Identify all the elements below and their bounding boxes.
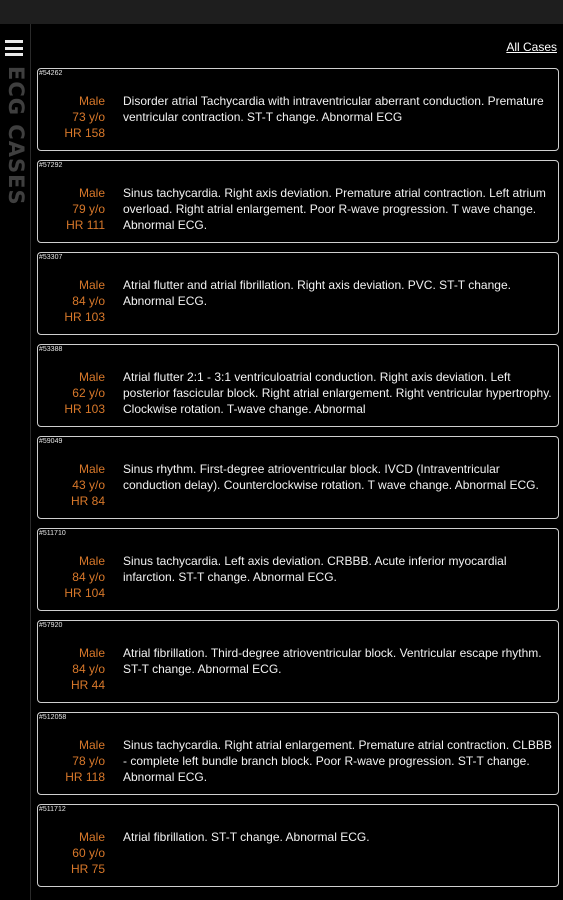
patient-demographics: [38, 93, 105, 141]
heart-rate: HR 44: [70, 678, 105, 692]
all-cases-link[interactable]: All Cases: [506, 40, 557, 54]
case-id: #57920: [39, 622, 63, 629]
case-diagnosis: Atrial flutter and atrial fibrillation. Right axis deviation. PVC. ST-T change. Abnormal ECG.: [123, 278, 511, 308]
case-id: #54262: [39, 70, 63, 77]
case-diagnosis: Sinus tachycardia. Right axis deviation. Premature atrial contraction. Left atrium overload. Right atrial enlargement. Poor R-wave progression. T wave change. Abnormal ECG.: [123, 186, 546, 232]
case-card[interactable]: [37, 712, 559, 795]
patient-demographics: [38, 461, 105, 509]
case-list: [37, 68, 559, 896]
sidebar-title: ECG CASES: [4, 66, 28, 206]
patient-age: 78 y/o: [72, 754, 105, 768]
case-diagnosis: Atrial fibrillation. Third-degree atrioventricular block. Ventricular escape rhythm. ST-T change. Abnormal ECG.: [123, 646, 542, 676]
heart-rate: HR 75: [70, 862, 105, 876]
menu-icon-bar: [5, 53, 23, 56]
case-diagnosis: Sinus tachycardia. Right atrial enlargement. Premature atrial contraction. CLBBB - complete left bundle branch block. Poor R-wave progression. ST-T change. Abnormal ECG.: [123, 738, 552, 784]
case-card[interactable]: [37, 252, 559, 335]
patient-demographics: [38, 277, 105, 325]
heart-rate: HR 103: [64, 402, 105, 416]
patient-demographics: [38, 829, 105, 877]
menu-icon-bar: [5, 47, 23, 50]
patient-sex: Male: [78, 186, 105, 200]
sidebar: [0, 24, 30, 900]
case-id: #59049: [39, 438, 63, 445]
patient-demographics: [38, 737, 105, 785]
case-diagnosis: Atrial flutter 2:1 - 3:1 ventriculoatrial conduction. Right axis deviation. Left posterior fascicular block. Right atrial enlargement. Right ventricular hypertrophy. Clockwise rotation. T-wave change. Abnormal: [123, 370, 552, 416]
patient-age: 73 y/o: [72, 110, 105, 124]
patient-demographics: [38, 369, 105, 417]
case-card[interactable]: [37, 804, 559, 887]
patient-age: 62 y/o: [72, 386, 105, 400]
sidebar-divider: [30, 24, 31, 900]
menu-icon-bar: [5, 40, 23, 43]
case-diagnosis: Sinus rhythm. First-degree atrioventricular block. IVCD (Intraventricular conduction delay). Counterclockwise rotation. T wave change. Abnormal ECG.: [123, 462, 539, 492]
patient-age: 60 y/o: [72, 846, 105, 860]
patient-sex: Male: [78, 94, 105, 108]
hamburger-menu-icon[interactable]: [5, 40, 23, 56]
case-card[interactable]: [37, 344, 559, 427]
case-diagnosis: Atrial fibrillation. ST-T change. Abnormal ECG.: [123, 830, 370, 844]
patient-age: 84 y/o: [72, 662, 105, 676]
patient-demographics: [38, 645, 105, 693]
case-id: #57292: [39, 162, 63, 169]
case-diagnosis: Disorder atrial Tachycardia with intraventricular aberrant conduction. Premature ventricular contraction. ST-T change. Abnormal ECG: [123, 94, 544, 124]
heart-rate: HR 84: [70, 494, 105, 508]
patient-sex: Male: [78, 462, 105, 476]
patient-age: 84 y/o: [72, 294, 105, 308]
patient-age: 84 y/o: [72, 570, 105, 584]
case-card[interactable]: [37, 528, 559, 611]
case-card[interactable]: [37, 160, 559, 243]
case-card[interactable]: [37, 436, 559, 519]
case-card[interactable]: [37, 620, 559, 703]
case-id: #53388: [39, 346, 63, 353]
status-bar: [0, 0, 563, 24]
patient-sex: Male: [78, 830, 105, 844]
patient-demographics: [38, 185, 105, 233]
heart-rate: HR 158: [64, 126, 105, 140]
case-diagnosis: Sinus tachycardia. Left axis deviation. CRBBB. Acute inferior myocardial infarction. ST-T change. Abnormal ECG.: [123, 554, 507, 584]
heart-rate: HR 104: [64, 586, 105, 600]
case-id: #511710: [39, 530, 66, 537]
patient-sex: Male: [78, 738, 105, 752]
heart-rate: HR 111: [66, 218, 105, 232]
case-card[interactable]: [37, 68, 559, 151]
patient-age: 43 y/o: [72, 478, 105, 492]
case-id: #511712: [39, 806, 66, 813]
patient-age: 79 y/o: [72, 202, 105, 216]
patient-sex: Male: [78, 646, 105, 660]
patient-demographics: [38, 553, 105, 601]
patient-sex: Male: [78, 554, 105, 568]
case-id: #512058: [39, 714, 67, 721]
case-id: #53307: [39, 254, 63, 261]
heart-rate: HR 103: [64, 310, 105, 324]
patient-sex: Male: [78, 370, 105, 384]
heart-rate: HR 118: [65, 770, 105, 784]
patient-sex: Male: [78, 278, 105, 292]
